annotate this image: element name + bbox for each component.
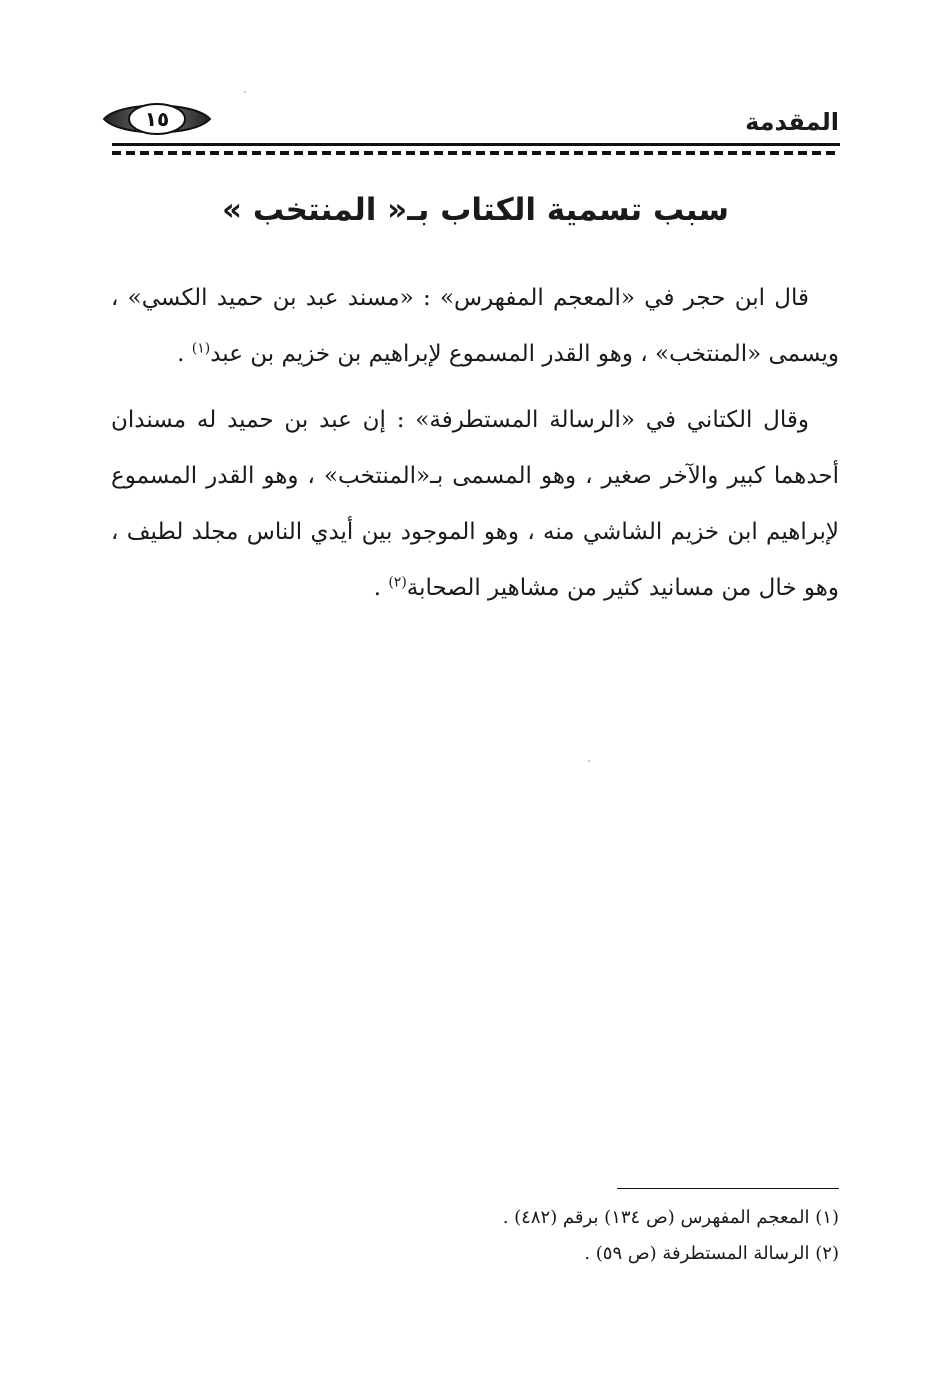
paragraph-1-text: قال ابن حجر في «المعجم المفهرس» : «مسند عبد بن حميد الكسي» ، ويسمى «المنتخب» ، وهو القدر المسموع لإبراهيم بن خزيم بن عبد (111, 285, 839, 367)
footnote-1: (١) المعجم المفهرس (ص ١٣٤) برقم (٤٨٢) . (502, 1207, 839, 1228)
page-number-badge (100, 98, 214, 140)
paragraph-2-end: . (373, 575, 389, 601)
paragraph-1 (111, 270, 839, 382)
paragraph-2-text: وقال الكتاني في «الرسالة المستطرفة» : إن عبد بن حميد له مسندان أحدهما كبير والآخر صغير ، وهو المسمى بـ«المنتخب» ، وهو القدر المسموع لإبراهيم ابن خزيم الشاشي منه ، وهو الموجود بين أيدي الناس مجلد لطيف ، وهو خال من مسانيد كثير من مشاهير الصحابة (111, 407, 839, 601)
page-number: ١٥ (144, 107, 170, 131)
footnote-rule (617, 1188, 839, 1189)
running-head: المقدمة (745, 108, 839, 136)
header-rule (112, 143, 840, 157)
scan-speck (588, 760, 590, 762)
paragraph-2 (111, 392, 839, 616)
paragraph-1-end: . (177, 341, 192, 367)
footnote-ref-1[interactable]: (١) (191, 340, 211, 357)
scan-speck (244, 91, 246, 93)
footnote-ref-2[interactable]: (٢) (388, 574, 407, 591)
footnote-2: (٢) الرسالة المستطرفة (ص ٥٩) . (584, 1243, 839, 1264)
footnotes (111, 1200, 839, 1272)
section-title: سبب تسمية الكتاب بـ« المنتخب » (222, 192, 729, 228)
body-text (111, 270, 839, 626)
